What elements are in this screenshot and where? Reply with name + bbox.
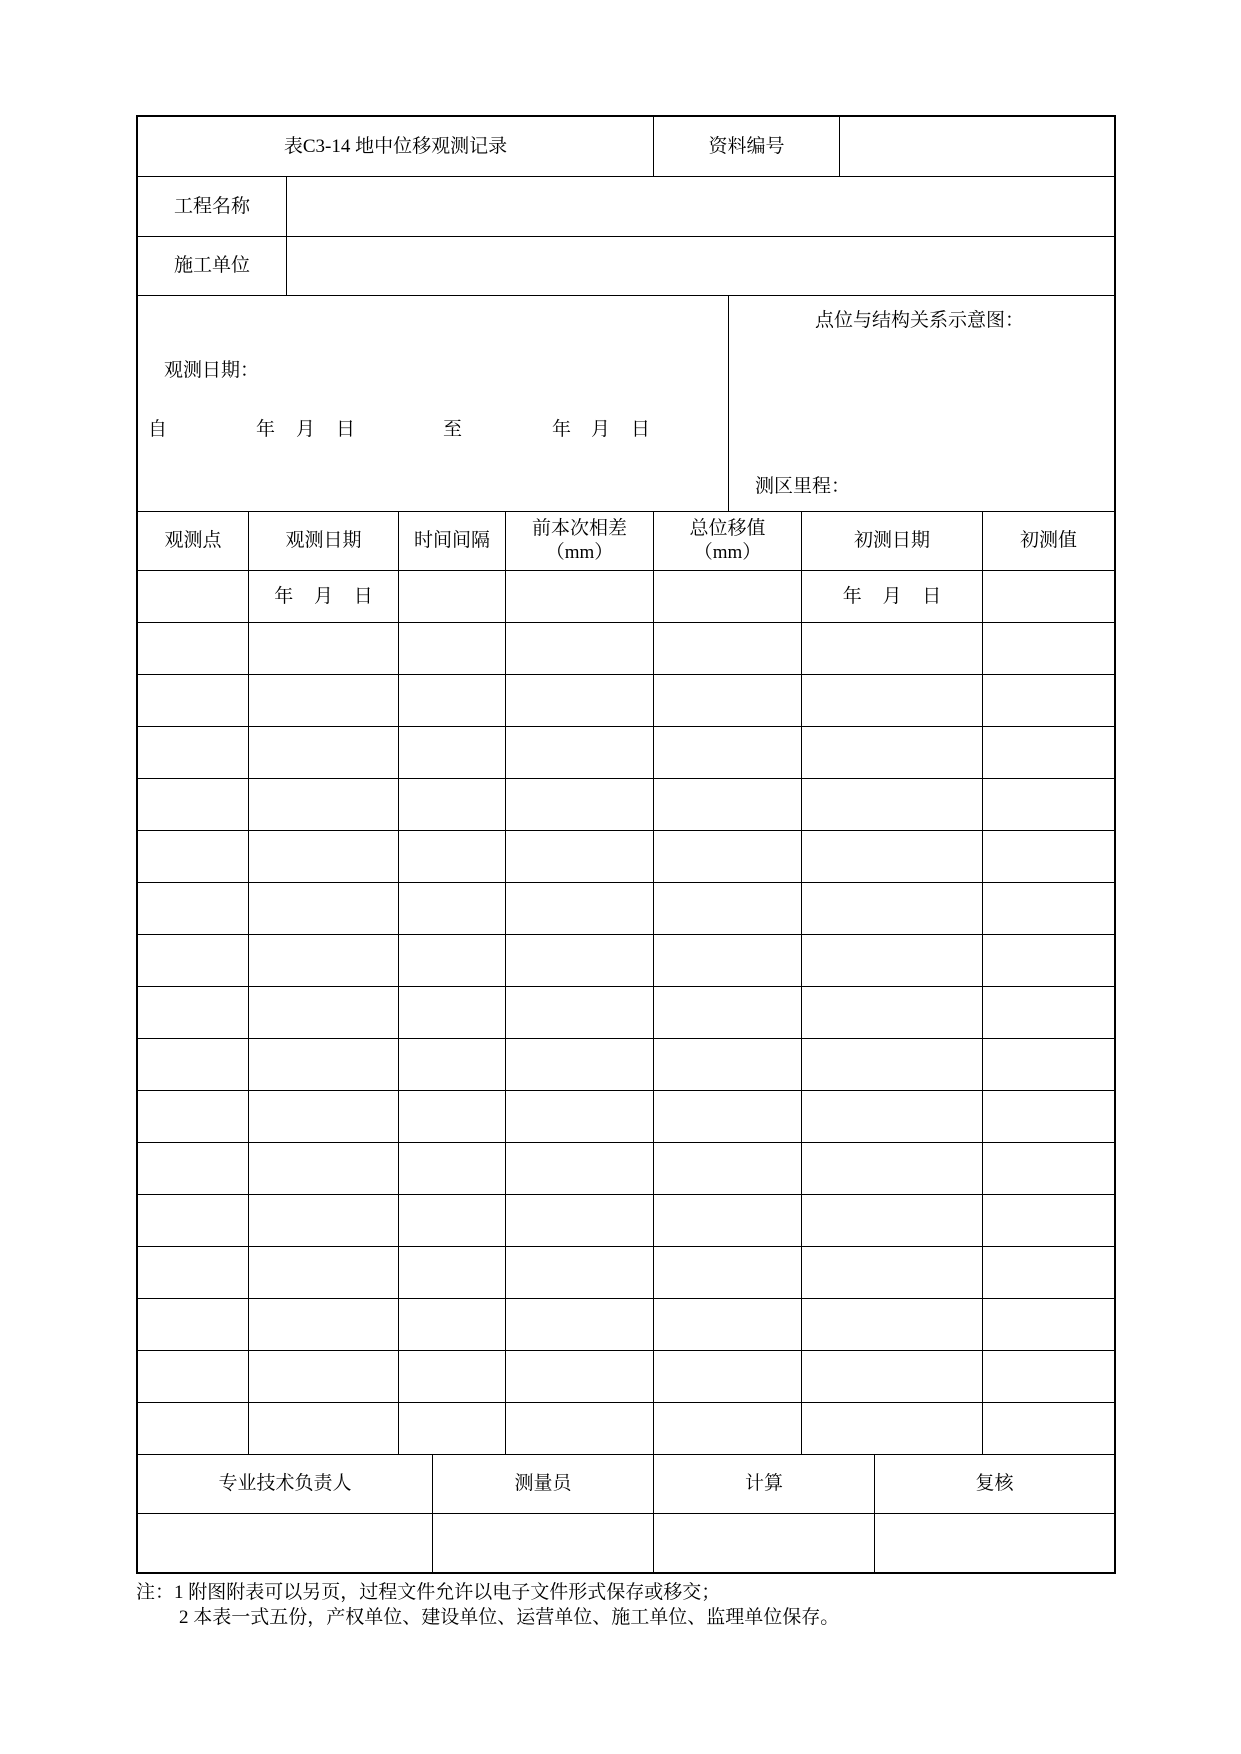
table-cell-initial-value [983, 987, 1114, 1038]
construction-unit-row [138, 237, 1114, 296]
table-cell-point [138, 831, 249, 882]
table-cell-obs-date [249, 1039, 399, 1090]
table-cell-interval [399, 623, 506, 674]
table-cell-initial-value [983, 571, 1114, 622]
period-start-month: 月 [296, 419, 316, 440]
table-cell-initial-value [983, 623, 1114, 674]
table-cell-interval [399, 779, 506, 830]
table-cell-total-displacement [654, 1195, 802, 1246]
table-cell-interval [399, 1091, 506, 1142]
form-title: 表C3-14 地中位移观测记录 [138, 117, 654, 176]
table-cell-difference [506, 935, 654, 986]
table-cell-point [138, 1351, 249, 1402]
table-row [138, 727, 1114, 779]
header-difference [506, 512, 654, 570]
table-cell-interval [399, 1195, 506, 1246]
table-cell-obs-date [249, 1403, 399, 1454]
table-cell-difference [506, 571, 654, 622]
construction-unit-value [287, 237, 1114, 295]
table-cell-initial-date [802, 623, 983, 674]
table-cell-initial-date [802, 779, 983, 830]
table-cell-total-displacement [654, 1299, 802, 1350]
table-cell-point [138, 935, 249, 986]
table-cell-initial-value [983, 1299, 1114, 1350]
table-cell-interval [399, 727, 506, 778]
table-cell-initial-value [983, 727, 1114, 778]
table-cell-initial-date [802, 831, 983, 882]
table-cell-difference [506, 779, 654, 830]
table-cell-initial-date [802, 1143, 983, 1194]
table-cell-total-displacement [654, 1351, 802, 1402]
table-cell-point [138, 1143, 249, 1194]
table-cell-obs-date [249, 727, 399, 778]
table-cell-total-displacement [654, 1039, 802, 1090]
header-observation-point: 观测点 [138, 512, 249, 570]
table-cell-obs-date [249, 1351, 399, 1402]
table-cell-obs-date [249, 883, 399, 934]
table-cell-obs-date [249, 1299, 399, 1350]
table-cell-difference [506, 1091, 654, 1142]
table-cell-total-displacement [654, 831, 802, 882]
table-cell-difference [506, 1247, 654, 1298]
table-cell-initial-date: 年 月 日 [802, 571, 983, 622]
observation-record-form [136, 115, 1116, 1574]
table-cell-difference [506, 1403, 654, 1454]
table-cell-initial-date [802, 1351, 983, 1402]
table-cell-point [138, 675, 249, 726]
table-cell-total-displacement [654, 727, 802, 778]
table-row [138, 1247, 1114, 1299]
note-line-2: 2 本表一式五份，产权单位、建设单位、运营单位、施工单位、监理单位保存。 [179, 1607, 840, 1628]
table-cell-initial-value [983, 779, 1114, 830]
table-cell-initial-date [802, 1195, 983, 1246]
period-end-month: 月 [591, 419, 611, 440]
mileage-label: 测区里程： [755, 476, 851, 497]
table-row [138, 1195, 1114, 1247]
signature-label-row [138, 1455, 1114, 1514]
table-cell-total-displacement [654, 1403, 802, 1454]
table-cell-difference [506, 987, 654, 1038]
table-cell-total-displacement [654, 779, 802, 830]
table-cell-obs-date [249, 1195, 399, 1246]
table-cell-point [138, 1247, 249, 1298]
table-row [138, 1091, 1114, 1143]
notes [136, 1580, 839, 1630]
table-cell-initial-date [802, 883, 983, 934]
table-cell-obs-date: 年 月 日 [249, 571, 399, 622]
observation-date-label: 观测日期： [164, 360, 260, 381]
table-cell-initial-date [802, 675, 983, 726]
table-row [138, 831, 1114, 883]
table-cell-initial-value [983, 883, 1114, 934]
header-total-displacement-unit: （mm） [693, 542, 762, 563]
table-cell-initial-value [983, 675, 1114, 726]
table-cell-interval [399, 987, 506, 1038]
signature-label-calculation: 计算 [654, 1455, 875, 1513]
table-cell-obs-date [249, 623, 399, 674]
table-cell-initial-date [802, 935, 983, 986]
table-cell-obs-date [249, 831, 399, 882]
table-cell-initial-value [983, 935, 1114, 986]
diagram-label: 点位与结构关系示意图： [815, 310, 1025, 331]
observation-period-row [138, 296, 1114, 512]
period-start-year: 年 [256, 419, 276, 440]
table-row [138, 987, 1114, 1039]
table-cell-interval [399, 571, 506, 622]
header-total-displacement [654, 512, 802, 570]
header-initial-value: 初测值 [1019, 530, 1077, 551]
table-cell-difference [506, 831, 654, 882]
table-cell-initial-date [802, 1299, 983, 1350]
period-start-day: 日 [336, 419, 356, 440]
table-cell-initial-value [983, 1403, 1114, 1454]
table-cell-point [138, 571, 249, 622]
table-cell-point [138, 883, 249, 934]
table-row [138, 675, 1114, 727]
table-cell-initial-date [802, 1247, 983, 1298]
table-row [138, 571, 1114, 623]
table-cell-initial-value [983, 1039, 1114, 1090]
header-observation-date: 观测日期 [249, 512, 399, 570]
table-cell-point [138, 623, 249, 674]
signature-surveyor [433, 1514, 654, 1572]
signature-label-technical-lead: 专业技术负责人 [138, 1455, 433, 1513]
table-cell-point [138, 1091, 249, 1142]
title-row [138, 117, 1114, 177]
project-name-value [287, 177, 1114, 236]
header-difference-label: 前本次相差 [531, 518, 627, 539]
table-cell-total-displacement [654, 1143, 802, 1194]
table-cell-point [138, 1195, 249, 1246]
table-cell-total-displacement [654, 935, 802, 986]
table-cell-obs-date [249, 675, 399, 726]
table-cell-difference [506, 883, 654, 934]
table-cell-initial-value [983, 1351, 1114, 1402]
table-cell-total-displacement [654, 623, 802, 674]
doc-number-value [840, 117, 1114, 176]
signature-value-row [138, 1514, 1114, 1572]
table-cell-initial-value [983, 1247, 1114, 1298]
header-time-interval: 时间间隔 [399, 512, 506, 570]
table-cell-point [138, 1039, 249, 1090]
table-cell-interval [399, 675, 506, 726]
construction-unit-label: 施工单位 [138, 237, 287, 295]
observation-period-cell [138, 296, 729, 511]
table-cell-point [138, 779, 249, 830]
table-cell-interval [399, 1403, 506, 1454]
table-row [138, 935, 1114, 987]
table-cell-total-displacement [654, 1091, 802, 1142]
table-cell-initial-date [802, 727, 983, 778]
table-row [138, 1143, 1114, 1195]
table-row [138, 1039, 1114, 1091]
header-difference-unit: （mm） [545, 542, 614, 563]
project-name-row [138, 177, 1114, 237]
signature-technical-lead [138, 1514, 433, 1572]
table-cell-initial-date [802, 1039, 983, 1090]
table-cell-difference [506, 623, 654, 674]
table-cell-interval [399, 831, 506, 882]
table-cell-total-displacement [654, 571, 802, 622]
table-row [138, 1403, 1114, 1455]
table-cell-interval [399, 1351, 506, 1402]
table-cell-initial-value [983, 831, 1114, 882]
period-from: 自 [148, 419, 168, 440]
doc-number-label: 资料编号 [654, 117, 840, 176]
period-end-day: 日 [631, 419, 651, 440]
table-cell-initial-date [802, 1091, 983, 1142]
table-cell-interval [399, 1143, 506, 1194]
table-cell-difference [506, 1351, 654, 1402]
signature-review [875, 1514, 1114, 1572]
table-cell-difference [506, 1195, 654, 1246]
table-cell-interval [399, 883, 506, 934]
table-cell-initial-date [802, 987, 983, 1038]
table-cell-point [138, 1299, 249, 1350]
table-cell-total-displacement [654, 1247, 802, 1298]
note-line-1: 注：1 附图附表可以另页，过程文件允许以电子文件形式保存或移交； [136, 1582, 721, 1603]
table-cell-point [138, 987, 249, 1038]
table-cell-interval [399, 935, 506, 986]
table-row [138, 779, 1114, 831]
table-cell-difference [506, 1143, 654, 1194]
table-cell-obs-date [249, 779, 399, 830]
header-total-displacement-label: 总位移值 [689, 518, 766, 539]
table-header-row [138, 512, 1114, 571]
table-cell-initial-date [802, 1403, 983, 1454]
signature-calculation [654, 1514, 875, 1572]
table-cell-total-displacement [654, 675, 802, 726]
table-cell-interval [399, 1247, 506, 1298]
table-row [138, 623, 1114, 675]
table-row [138, 1299, 1114, 1351]
table-body [138, 571, 1114, 1455]
project-name-label: 工程名称 [138, 177, 287, 236]
table-row [138, 883, 1114, 935]
table-cell-obs-date [249, 1143, 399, 1194]
header-initial-date: 初测日期 [802, 512, 983, 570]
table-cell-initial-value [983, 1143, 1114, 1194]
table-cell-difference [506, 1299, 654, 1350]
period-to: 至 [443, 419, 463, 440]
table-cell-obs-date [249, 987, 399, 1038]
diagram-cell [729, 296, 1114, 511]
table-cell-interval [399, 1039, 506, 1090]
table-row [138, 1351, 1114, 1403]
table-cell-point [138, 1403, 249, 1454]
table-cell-obs-date [249, 935, 399, 986]
table-cell-difference [506, 675, 654, 726]
table-cell-total-displacement [654, 883, 802, 934]
signature-label-surveyor: 测量员 [433, 1455, 654, 1513]
table-cell-difference [506, 727, 654, 778]
table-cell-obs-date [249, 1247, 399, 1298]
table-cell-interval [399, 1299, 506, 1350]
period-end-year: 年 [552, 419, 572, 440]
signature-label-review: 复核 [975, 1473, 1014, 1494]
table-cell-total-displacement [654, 987, 802, 1038]
table-cell-obs-date [249, 1091, 399, 1142]
table-cell-point [138, 727, 249, 778]
table-cell-difference [506, 1039, 654, 1090]
table-cell-initial-value [983, 1195, 1114, 1246]
table-cell-initial-value [983, 1091, 1114, 1142]
